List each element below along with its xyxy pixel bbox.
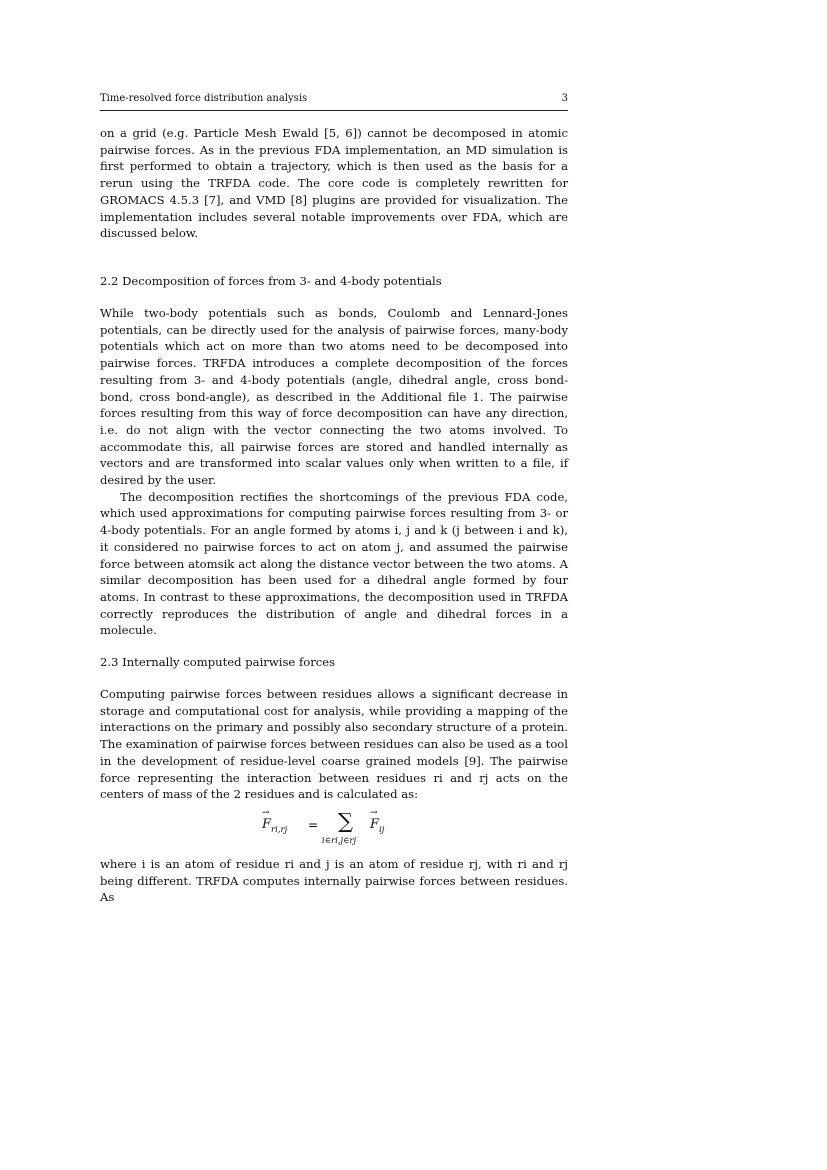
page-number: 3 <box>561 93 568 104</box>
running-header <box>100 92 568 108</box>
continuation-block <box>100 125 568 242</box>
running-title: Time-resolved force distribution analysis <box>100 93 308 104</box>
equation-lhs <box>262 808 288 835</box>
pairwise-force-equation <box>258 810 418 850</box>
paragraph-continuation: on a grid (e.g. Particle Mesh Ewald [5, 6]) cannot be decomposed in atomic pairwise forces. As in the previous FDA implementation, an MD simulation is first performed to obtain a trajectory, which is then used as the basis for a rerun using the TRFDA code. The core code is completely rewritten for GROMACS 4.5.3 [7], and VMD [8] plugins are provided for visualization. The implementation includes several notable improvements over FDA, which are discussed below. <box>100 126 568 241</box>
section-2-2-body <box>100 305 568 639</box>
section-2-2-paragraph-1: While two-body potentials such as bonds, Coulomb and Lennard-Jones potentials, can be directly used for the analysis of pairwise forces, many-body potentials which act on more than two atoms need to be decomposed into pairwise forces. TRFDA introduces a complete decomposition of the forces resulting from 3- and 4-body potentials (angle, dihedral angle, cross bond-bond, cross bond-angle), as described in the Additional file 1. The pairwise forces resulting from this way of force decomposition can have any direction, i.e. do not align with the vector connecting the two atoms involved. To accommodate this, all pairwise forces are stored and handled internally as vectors and are transformed into scalar values only when written to a file, if desired by the user. <box>100 306 568 488</box>
vector-arrow-icon: → <box>262 808 270 818</box>
section-2-2-title: 2.2 Decomposition of forces from 3- and 4-body potentials <box>100 274 442 288</box>
section-2-3-paragraph-1: Computing pairwise forces between residues allows a significant decrease in storage and computational cost for analysis, while providing a mapping of the interactions on the primary and possibly also secondary structure of a protein. The examination of pairwise forces between residues can also be used as a tool in the development of residue-level coarse grained models [9]. The pairwise force representing the interaction between residues ri and rj acts on the centers of mass of the 2 residues and is calculated as: <box>100 687 568 802</box>
equation-lhs-symbol: F <box>262 817 272 832</box>
section-2-3-body <box>100 686 568 803</box>
section-2-3-title: 2.3 Internally computed pairwise forces <box>100 655 336 669</box>
summation-limits: i∈ri,j∈rj <box>322 836 357 846</box>
section-2-3-body-continued <box>100 856 568 906</box>
section-2-2-paragraph-2: The decomposition rectifies the shortcomings of the previous FDA code, which used approximations for computing pairwise forces resulting from 3- or 4-body potentials. For an angle formed by atoms i, j and k (j between i and k), it considered no pairwise forces to act on atom j, and assumed the pairwise force between atomsik act along the distance vector between the two atoms. A similar decomposition has been used for a dihedral angle formed by four atoms. In contrast to these approximations, the decomposition used in TRFDA correctly reproduces the distribution of angle and dihedral forces in a molecule. <box>100 489 568 638</box>
section-2-3-paragraph-2: where i is an atom of residue ri and j is an atom of residue rj, with ri and rj being different. TRFDA computes internally pairwise forces between residues. As <box>100 857 568 905</box>
equation-rhs-subscript: ij <box>379 825 385 835</box>
equation-rhs <box>370 808 385 835</box>
equation-rhs-symbol: F <box>370 817 380 832</box>
summation-symbol: ∑ <box>338 809 353 833</box>
header-rule <box>100 110 568 111</box>
equation-equals: = <box>308 818 319 832</box>
vector-arrow-icon: → <box>370 808 378 818</box>
equation-lhs-subscript: ri,rj <box>271 825 288 835</box>
